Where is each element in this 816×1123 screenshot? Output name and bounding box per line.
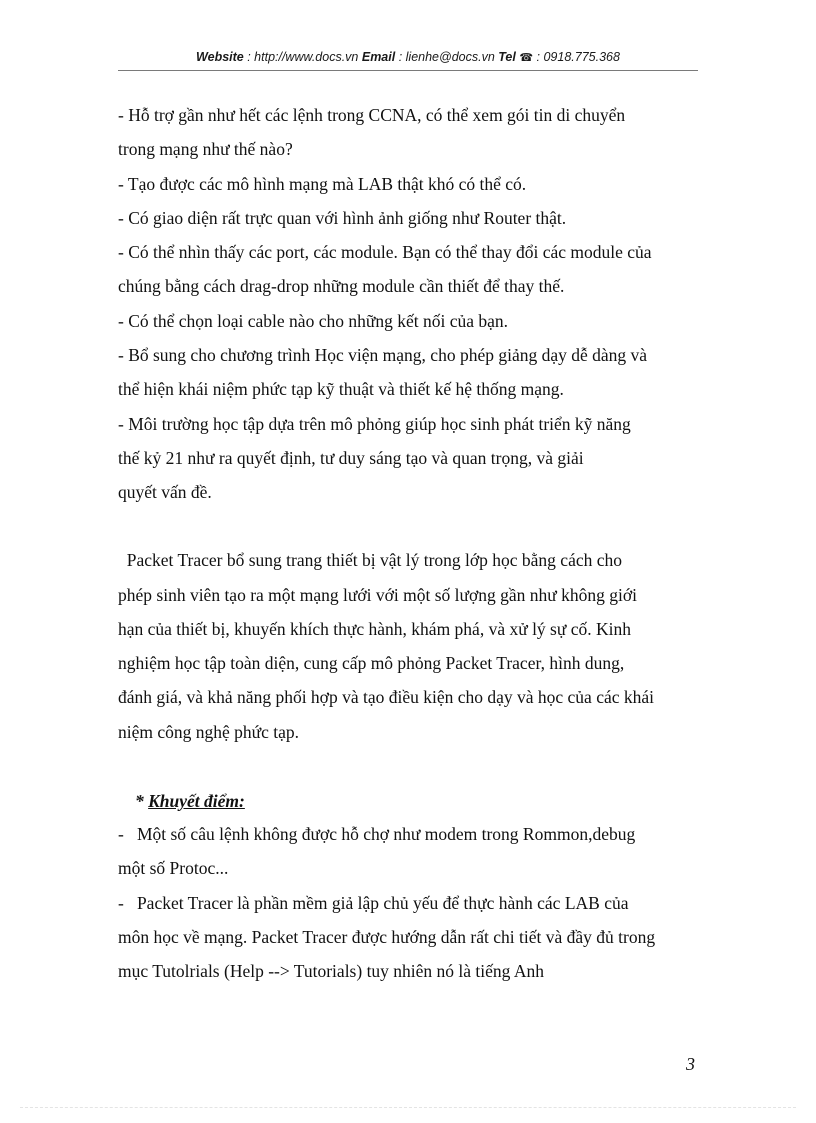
advantage-line: - Bổ sung cho chương trình Học viện mạng, cho phép giảng dạy dễ dàng và: [118, 345, 648, 365]
advantage-line: - Hỗ trợ gần như hết các lệnh trong CCNA, có thể xem gói tin di chuyển: [118, 105, 626, 125]
phone-icon: ☎: [519, 52, 534, 64]
advantage-line: thể hiện khái niệm phức tạp kỹ thuật và thiết kế hệ thống mạng.: [118, 379, 564, 399]
header-divider: [118, 70, 698, 71]
section-heading: [135, 789, 245, 813]
website-label: Website: [196, 50, 244, 64]
paragraph-line: Packet Tracer bổ sung trang thiết bị vật lý trong lớp học bằng cách cho: [118, 550, 622, 570]
heading-star: *: [135, 791, 149, 811]
heading-text: Khuyết điểm:: [148, 791, 245, 811]
advantage-line: - Tạo được các mô hình mạng mà LAB thật khó có thể có.: [118, 174, 527, 194]
advantage-line: trong mạng như thế nào?: [118, 139, 293, 159]
advantage-line: chúng bằng cách drag-drop những module cần thiết để thay thế.: [118, 276, 565, 296]
advantage-line: - Có thể nhìn thấy các port, các module. Bạn có thể thay đổi các module của: [118, 242, 652, 262]
email-label: Email: [361, 50, 396, 64]
advantage-line: - Có thể chọn loại cable nào cho những kết nối của bạn.: [118, 311, 508, 331]
page-number: 3: [686, 1054, 695, 1074]
tel-value: : 0918.775.368: [533, 50, 620, 64]
disadvantage-line: - Một số câu lệnh không được hỗ chợ như modem trong Rommon,debug: [118, 824, 636, 844]
disadvantage-line: - Packet Tracer là phần mềm giả lập chủ yếu để thực hành các LAB của: [118, 893, 629, 913]
paragraph-line: niệm công nghệ phức tạp.: [118, 722, 300, 742]
paragraph-line: phép sinh viên tạo ra một mạng lưới với một số lượng gần như không giới: [118, 585, 637, 605]
email-value: : lienhe@docs.vn: [395, 50, 499, 64]
disadvantage-line: mục Tutolrials (Help --> Tutorials) tuy nhiên nó là tiếng Anh: [118, 961, 544, 981]
advantage-line: - Có giao diện rất trực quan với hình ảnh giống như Router thật.: [118, 208, 567, 228]
disadvantage-line: một số Protoc...: [118, 858, 229, 878]
paragraph-line: hạn của thiết bị, khuyến khích thực hành, khám phá, và xử lý sự cố. Kinh: [118, 619, 631, 639]
footer-divider: [20, 1107, 796, 1108]
paragraph-line: nghiệm học tập toàn diện, cung cấp mô phỏng Packet Tracer, hình dung,: [118, 653, 625, 673]
advantage-line: - Môi trường học tập dựa trên mô phỏng giúp học sinh phát triển kỹ năng: [118, 414, 631, 434]
disadvantage-line: môn học về mạng. Packet Tracer được hướng dẫn rất chi tiết và đầy đủ trong: [118, 927, 656, 947]
tel-label: Tel: [498, 50, 516, 64]
website-value: : http://www.docs.vn: [243, 50, 362, 64]
advantage-line: quyết vấn đề.: [118, 482, 212, 502]
page-header: [118, 50, 698, 64]
advantage-line: thế kỷ 21 như ra quyết định, tư duy sáng tạo và quan trọng, và giải: [118, 448, 584, 468]
paragraph-line: đánh giá, và khả năng phối hợp và tạo điều kiện cho dạy và học của các khái: [118, 687, 655, 707]
